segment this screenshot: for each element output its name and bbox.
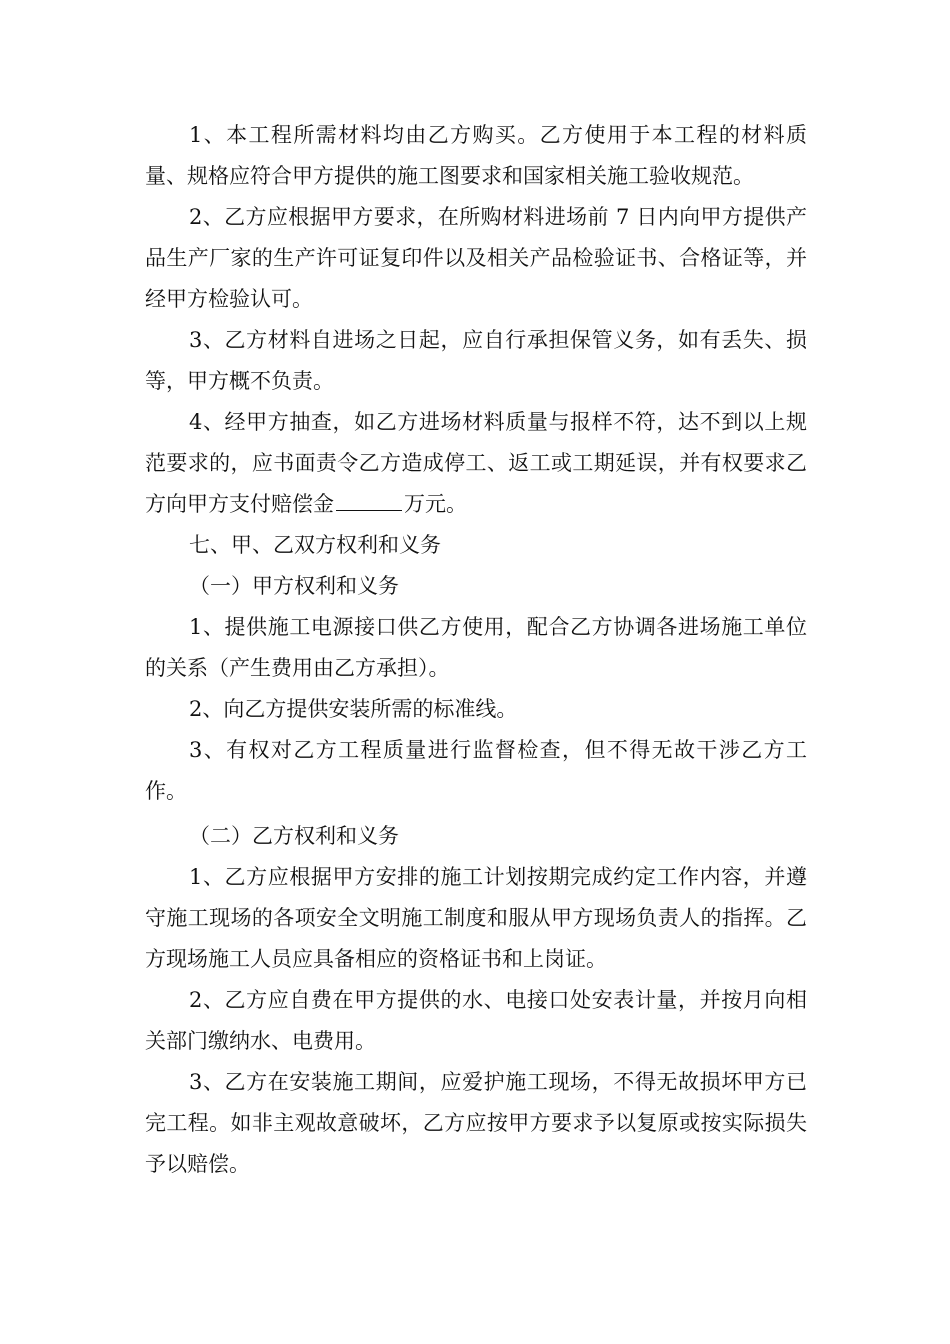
party-a-item-3: 3、有权对乙方工程质量进行监督检查，但不得无故干涉乙方工作。 bbox=[145, 738, 807, 803]
materials-item-3: 3、乙方材料自进场之日起，应自行承担保管义务，如有丢失、损等，甲方概不负责。 bbox=[145, 328, 807, 393]
materials-item-1: 1、本工程所需材料均由乙方购买。乙方使用于本工程的材料质量、规格应符合甲方提供的施工图要求和国家相关施工验收规范。 bbox=[145, 123, 807, 188]
party-b-item-2: 2、乙方应自费在甲方提供的水、电接口处安表计量，并按月向相关部门缴纳水、电费用。 bbox=[145, 988, 807, 1053]
document-body bbox=[145, 115, 807, 1185]
party-a-item-2: 2、向乙方提供安装所需的标准线。 bbox=[189, 697, 518, 721]
party-a-heading: （一）甲方权利和义务 bbox=[189, 574, 399, 598]
party-a-item-1: 1、提供施工电源接口供乙方使用，配合乙方协调各进场施工单位的关系（产生费用由乙方承担）。 bbox=[145, 615, 807, 680]
materials-item-4-unit: 万元。 bbox=[404, 492, 467, 516]
materials-item-4 bbox=[145, 402, 807, 525]
party-b-heading: （二）乙方权利和义务 bbox=[189, 824, 399, 848]
materials-item-4-text: 4、经甲方抽查，如乙方进场材料质量与报样不符，达不到以上规范要求的，应书面责令乙方造成停工、返工或工期延误，并有权要求乙方向甲方支付赔偿金 bbox=[145, 410, 807, 516]
materials-item-2: 2、乙方应根据甲方要求，在所购材料进场前 7 日内向甲方提供产品生产厂家的生产许可证复印件以及相关产品检验证书、合格证等，并经甲方检验认可。 bbox=[145, 205, 807, 311]
compensation-amount-blank bbox=[336, 488, 402, 511]
section-7-heading: 七、甲、乙双方权利和义务 bbox=[189, 533, 441, 557]
party-b-item-1: 1、乙方应根据甲方安排的施工计划按期完成约定工作内容，并遵守施工现场的各项安全文明施工制度和服从甲方现场负责人的指挥。乙方现场施工人员应具备相应的资格证书和上岗证。 bbox=[145, 865, 807, 971]
party-b-item-3: 3、乙方在安装施工期间，应爱护施工现场，不得无故损坏甲方已完工程。如非主观故意破坏，乙方应按甲方要求予以复原或按实际损失予以赔偿。 bbox=[145, 1070, 807, 1176]
